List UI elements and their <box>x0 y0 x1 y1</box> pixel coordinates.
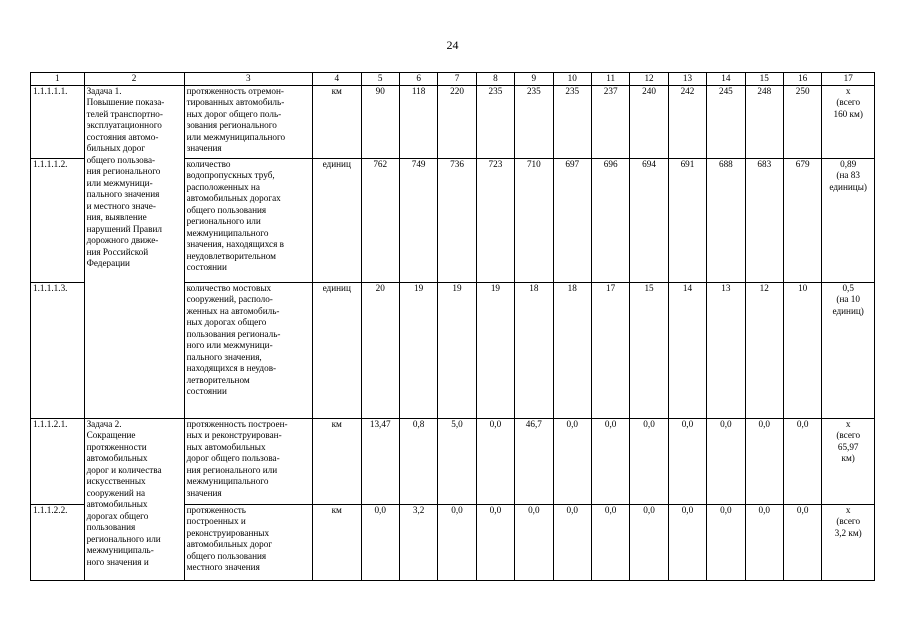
value-cell: 0,0 <box>476 504 514 580</box>
value-cell: 240 <box>630 85 668 158</box>
value-cell: 0,0 <box>668 418 706 504</box>
value-cell: 694 <box>630 158 668 282</box>
value-cell: 679 <box>783 158 821 282</box>
value-cell: 0,0 <box>783 504 821 580</box>
header-cell: 8 <box>476 73 514 86</box>
value-cell: 118 <box>399 85 437 158</box>
value-cell: 18 <box>515 282 553 418</box>
table-row <box>31 85 875 158</box>
header-cell: 2 <box>84 73 184 86</box>
value-cell: 18 <box>553 282 591 418</box>
value-cell: 235 <box>553 85 591 158</box>
value-cell: 220 <box>438 85 476 158</box>
header-cell: 16 <box>783 73 821 86</box>
header-cell: 17 <box>822 73 875 86</box>
header-row <box>31 73 875 86</box>
value-cell: 46,7 <box>515 418 553 504</box>
value-cell: 13 <box>707 282 745 418</box>
task-label: Задача 2. Сокращение протяженности автомобильных дорог и количества искусственных сооружений на автомобильных дорогах общего пользования регионального или межмуниципаль- ного значения и <box>84 418 184 580</box>
indicators-table <box>30 72 875 581</box>
value-cell: 0,0 <box>745 418 783 504</box>
value-cell: 697 <box>553 158 591 282</box>
value-cell: 696 <box>591 158 629 282</box>
value-cell: 688 <box>707 158 745 282</box>
header-cell: 5 <box>361 73 399 86</box>
value-cell: 248 <box>745 85 783 158</box>
indicator-name: протяженность отремон- тированных автомобиль- ных дорог общего поль- зования регионального или межмуниципального значения <box>184 85 312 158</box>
header-cell: 3 <box>184 73 312 86</box>
value-cell: 749 <box>399 158 437 282</box>
task-label: Задача 1. Повышение показа- телей транспортно- эксплуатационного состояния автомо- бильных дорог общего пользова- ния регионального или межмуници- пального значения и местного значе- ния, выявление нарушений Правил дорожного движе- ния Российской Федерации <box>84 85 184 418</box>
header-cell: 15 <box>745 73 783 86</box>
value-cell: 12 <box>745 282 783 418</box>
header-cell: 13 <box>668 73 706 86</box>
row-number: 1.1.1.2.2. <box>31 504 85 580</box>
value-cell: 0,0 <box>668 504 706 580</box>
value-cell: 19 <box>399 282 437 418</box>
header-cell: 11 <box>591 73 629 86</box>
header-cell: 12 <box>630 73 668 86</box>
value-cell: 736 <box>438 158 476 282</box>
value-cell: 3,2 <box>399 504 437 580</box>
value-cell: 235 <box>515 85 553 158</box>
value-cell: 0,0 <box>707 504 745 580</box>
value-cell: 13,47 <box>361 418 399 504</box>
row-number: 1.1.1.2.1. <box>31 418 85 504</box>
value-cell: 0,0 <box>591 504 629 580</box>
indicator-name: протяженность построен- ных и реконструирован- ных автомобильных дорог общего пользова- ния регионального или межмуниципального значения <box>184 418 312 504</box>
total-cell: 0,89 (на 83 единицы) <box>822 158 875 282</box>
value-cell: 10 <box>783 282 821 418</box>
header-cell: 14 <box>707 73 745 86</box>
total-cell: х (всего 65,97 км) <box>822 418 875 504</box>
header-cell: 7 <box>438 73 476 86</box>
value-cell: 710 <box>515 158 553 282</box>
value-cell: 0,0 <box>630 418 668 504</box>
indicator-name: количество мостовых сооружений, располо- женных на автомобиль- ных дорогах общего пользования региональ- ного или межмуници- пального значения, находящихся в неудов- летворительном состоянии <box>184 282 312 418</box>
value-cell: 5,0 <box>438 418 476 504</box>
value-cell: 762 <box>361 158 399 282</box>
value-cell: 14 <box>668 282 706 418</box>
value-cell: 0,0 <box>553 504 591 580</box>
unit: единиц <box>312 158 361 282</box>
value-cell: 242 <box>668 85 706 158</box>
value-cell: 20 <box>361 282 399 418</box>
unit: км <box>312 85 361 158</box>
unit: км <box>312 418 361 504</box>
indicator-name: количество водопропускных труб, расположенных на автомобильных дорогах общего пользования регионального или межмуниципального значения, находящихся в неудовлетворительном состоянии <box>184 158 312 282</box>
value-cell: 17 <box>591 282 629 418</box>
value-cell: 683 <box>745 158 783 282</box>
value-cell: 237 <box>591 85 629 158</box>
value-cell: 0,0 <box>438 504 476 580</box>
value-cell: 0,0 <box>745 504 783 580</box>
header-cell: 4 <box>312 73 361 86</box>
value-cell: 691 <box>668 158 706 282</box>
value-cell: 0,8 <box>399 418 437 504</box>
table-row <box>31 418 875 504</box>
header-cell: 1 <box>31 73 85 86</box>
value-cell: 90 <box>361 85 399 158</box>
value-cell: 250 <box>783 85 821 158</box>
total-cell: 0,5 (на 10 единиц) <box>822 282 875 418</box>
row-number: 1.1.1.1.1. <box>31 85 85 158</box>
value-cell: 15 <box>630 282 668 418</box>
row-number: 1.1.1.1.2. <box>31 158 85 282</box>
header-cell: 6 <box>399 73 437 86</box>
value-cell: 0,0 <box>707 418 745 504</box>
value-cell: 19 <box>438 282 476 418</box>
value-cell: 19 <box>476 282 514 418</box>
unit: км <box>312 504 361 580</box>
value-cell: 0,0 <box>783 418 821 504</box>
header-cell: 10 <box>553 73 591 86</box>
value-cell: 245 <box>707 85 745 158</box>
value-cell: 0,0 <box>591 418 629 504</box>
total-cell: х (всего 160 км) <box>822 85 875 158</box>
header-cell: 9 <box>515 73 553 86</box>
page-number: 24 <box>446 38 459 52</box>
value-cell: 723 <box>476 158 514 282</box>
total-cell: х (всего 3,2 км) <box>822 504 875 580</box>
value-cell: 0,0 <box>476 418 514 504</box>
value-cell: 0,0 <box>553 418 591 504</box>
unit: единиц <box>312 282 361 418</box>
value-cell: 0,0 <box>515 504 553 580</box>
value-cell: 235 <box>476 85 514 158</box>
value-cell: 0,0 <box>361 504 399 580</box>
row-number: 1.1.1.1.3. <box>31 282 85 418</box>
value-cell: 0,0 <box>630 504 668 580</box>
indicator-name: протяженность построенных и реконструированных автомобильных дорог общего пользования местного значения <box>184 504 312 580</box>
